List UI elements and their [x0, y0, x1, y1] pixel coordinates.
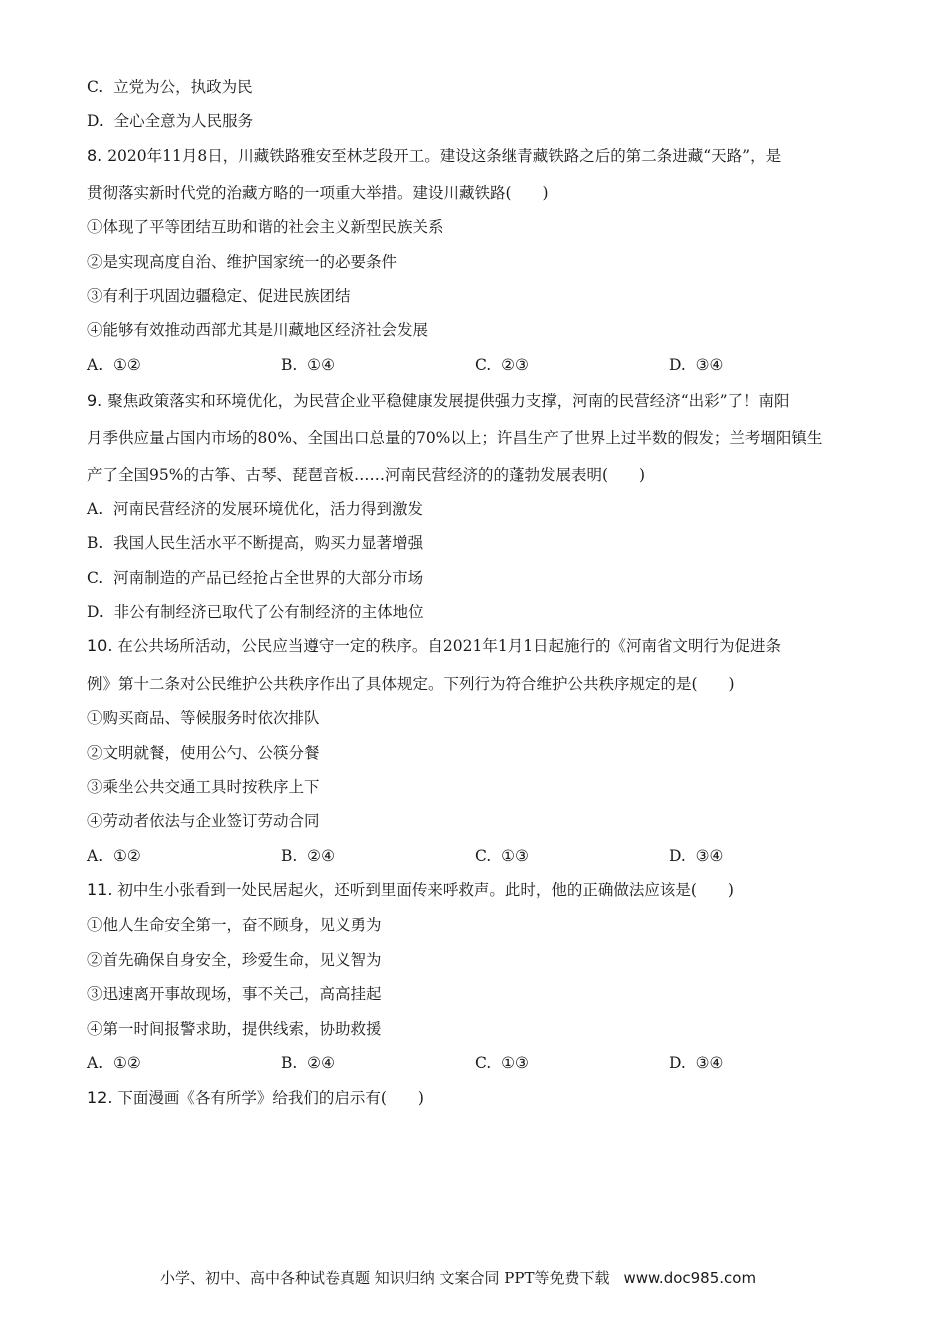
question-9-option-d: D. 非公有制经济已取代了公有制经济的主体地位 [87, 603, 424, 621]
question-9-option-a: A. 河南民营经济的发展环境优化，活力得到激发 [87, 500, 423, 518]
question-8-option-d: D. ③④ [669, 356, 724, 374]
question-8-option-b: B. ①④ [281, 356, 335, 374]
option-d-prev: D. 全心全意为人民服务 [87, 112, 254, 130]
question-8-option-c: C. ②③ [475, 356, 529, 374]
question-9-stem-line3: 产了全国95%的古筝、古琴、琵琶音板……河南民营经济的的蓬勃发展表明( ) [87, 466, 646, 484]
footer-link[interactable]: www.doc985.com [623, 1269, 757, 1287]
question-8-option-a: A. ①② [87, 356, 141, 374]
question-10-stem-line1: 10. 在公共场所活动，公民应当遵守一定的秩序。自2021年1月1日起施行的《河南省文明行为促进条 [87, 636, 782, 655]
question-number: 10. [87, 636, 113, 655]
question-11-option-a: A. ①② [87, 1054, 141, 1072]
question-number: 12. [87, 1088, 113, 1107]
question-11-stem-line1: 11. 初中生小张看到一处民居起火，还听到里面传来呼救声。此时，他的正确做法应该是( ) [87, 880, 734, 899]
question-11-statement-3: ③迅速离开事故现场，事不关己，高高挂起 [87, 985, 382, 1003]
option-c-prev: C. 立党为公，执政为民 [87, 78, 253, 96]
page-footer [160, 1268, 756, 1288]
question-11-option-c: C. ①③ [475, 1054, 529, 1072]
question-9-stem-line2: 月季供应量占国内市场的80%、全国出口总量的70%以上；许昌生产了世界上过半数的假发；兰考堌阳镇生 [87, 429, 823, 447]
question-10-option-d: D. ③④ [669, 847, 724, 865]
question-11-statement-4: ④第一时间报警求助，提供线索，协助救援 [87, 1020, 382, 1038]
question-10-stem-line2: 例》第十二条对公民维护公共秩序作出了具体规定。下列行为符合维护公共秩序规定的是( ) [87, 675, 735, 693]
question-10-statement-3: ③乘坐公共交通工具时按秩序上下 [87, 778, 320, 796]
question-9-stem-line1: 9. 聚焦政策落实和环境优化，为民营企业平稳健康发展提供强力支撑，河南的民营经济“出彩”了！南阳 [87, 391, 790, 410]
question-10-option-a: A. ①② [87, 847, 141, 865]
question-11-statement-1: ①他人生命安全第一，奋不顾身，见义勇为 [87, 916, 382, 934]
question-number: 11. [87, 880, 113, 899]
question-8-statement-4: ④能够有效推动西部尤其是川藏地区经济社会发展 [87, 321, 429, 339]
question-11-option-d: D. ③④ [669, 1054, 724, 1072]
question-8-stem-line1: 8. 2020年11月8日，川藏铁路雅安至林芝段开工。建设这条继青藏铁路之后的第二条进藏“天路”，是 [87, 146, 782, 165]
question-10-statement-4: ④劳动者依法与企业签订劳动合同 [87, 812, 320, 830]
question-10-statement-2: ②文明就餐，使用公勺、公筷分餐 [87, 744, 320, 762]
question-10-statement-1: ①购买商品、等候服务时依次排队 [87, 709, 320, 727]
footer-text: 小学、初中、高中各种试卷真题 知识归纳 文案合同 PPT等免费下载 [160, 1269, 610, 1287]
question-12-stem-line1: 12. 下面漫画《各有所学》给我们的启示有( ) [87, 1088, 424, 1107]
question-number: 8. [87, 146, 103, 165]
question-10-option-b: B. ②④ [281, 847, 335, 865]
question-8-statement-2: ②是实现高度自治、维护国家统一的必要条件 [87, 253, 398, 271]
question-11-option-b: B. ②④ [281, 1054, 335, 1072]
question-9-option-c: C. 河南制造的产品已经抢占全世界的大部分市场 [87, 569, 424, 587]
question-number: 9. [87, 391, 103, 410]
question-8-statement-1: ①体现了平等团结互助和谐的社会主义新型民族关系 [87, 218, 444, 236]
question-10-option-c: C. ①③ [475, 847, 529, 865]
question-8-stem-line2: 贯彻落实新时代党的治藏方略的一项重大举措。建设川藏铁路( ) [87, 184, 549, 202]
question-9-option-b: B. 我国人民生活水平不断提高，购买力显著增强 [87, 534, 424, 552]
question-8-statement-3: ③有利于巩固边疆稳定、促进民族团结 [87, 287, 351, 305]
question-11-statement-2: ②首先确保自身安全，珍爱生命，见义智为 [87, 951, 382, 969]
